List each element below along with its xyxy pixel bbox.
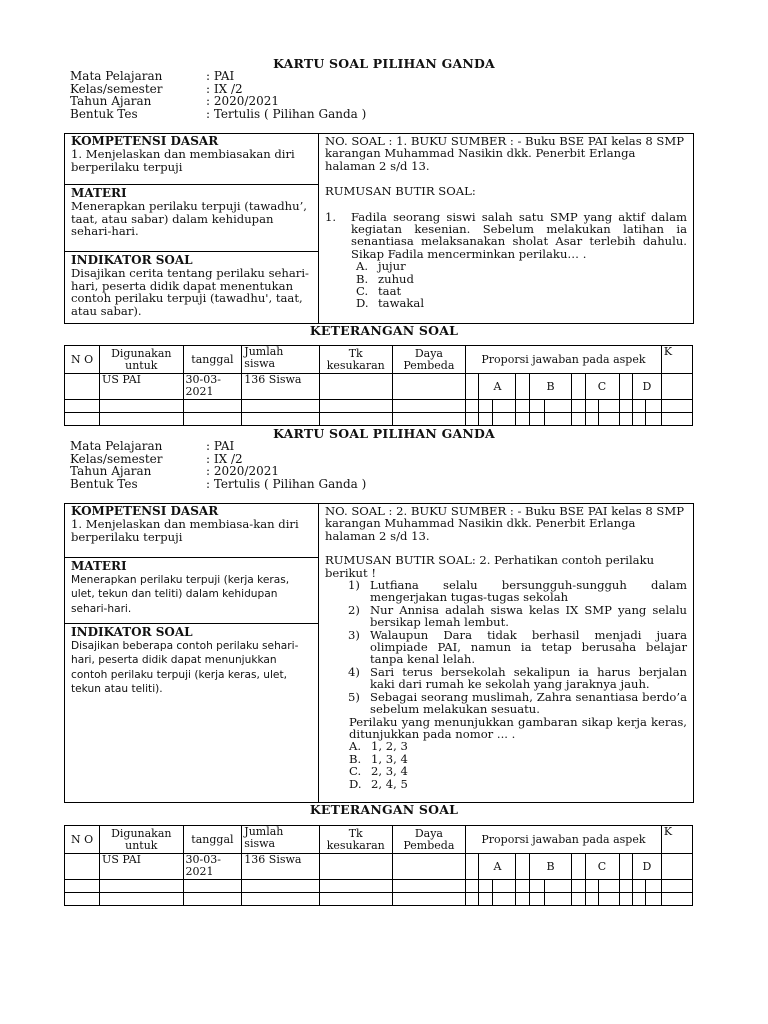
aspect-c: C	[585, 374, 619, 400]
materi-text: Menerapkan perilaku terpuji (tawadhu’, taat, atau sabar) dalam kehidupan sehari-hari.	[71, 198, 307, 239]
table-row	[65, 374, 693, 400]
materi-heading: MATERI	[71, 559, 127, 573]
col-header-k: K	[661, 826, 692, 854]
meta-value: : PAI	[206, 439, 235, 453]
question-number: 1.	[325, 209, 337, 224]
materi-section	[65, 187, 318, 238]
kompetensi-section	[65, 135, 318, 173]
option-a: A. 1, 2, 3	[349, 739, 408, 754]
card-1-keterangan-table	[64, 345, 693, 426]
indikator-heading: INDIKATOR SOAL	[71, 625, 193, 639]
card-2-keterangan-table	[64, 825, 693, 906]
aspect-b: B	[529, 374, 571, 400]
list-item: 2) Nur Annisa adalah siswa kelas IX SMP yang selalu bersikap lemah lembut.	[348, 602, 687, 630]
rumusan-heading: RUMUSAN BUTIR SOAL:	[325, 184, 476, 199]
col-header-daya: Daya Pembeda	[392, 346, 465, 374]
question	[325, 211, 687, 261]
option-b: B. 1, 3, 4	[349, 751, 408, 766]
card-2-question-panel	[318, 503, 694, 803]
materi-text: Menerapkan perilaku terpuji (kerja keras, ulet, tekun dan teliti) dalam kehidupan sehari-hari.	[71, 573, 290, 615]
list-item: 4) Sari terus bersekolah sekalipun ia harus berjalan kaki dari rumah ke sekolah yang jaraknya jauh.	[348, 664, 687, 692]
question-text: Fadila seorang siswi salah satu SMP yang aktif dalam kegiatan kesenian. Sebelum melakukan latihan ia senantiasa melaksanakan sholat Asar terlebih dahulu. Sikap Fadila mencerminkan perilaku… .	[351, 209, 687, 261]
col-header-tk: Tk kesukaran	[319, 826, 392, 854]
kompetensi-text: 1. Menjelaskan dan membiasakan diri berperilaku terpuji	[71, 146, 295, 174]
meta-value: : IX /2	[206, 81, 243, 96]
card-1-left-panel	[64, 133, 319, 324]
col-header-no: N O	[65, 826, 100, 854]
indikator-text: Disajikan cerita tentang perilaku sehari-hari, peserta didik dapat menentukan contoh perilaku terpuji (tawadhu', taat, atau sabar).	[71, 265, 309, 319]
list-item: 5) Sebagai seorang muslimah, Zahra senantiasa berdo’a sebelum melakukan sesuatu.	[348, 689, 687, 717]
meta-value: : Tertulis ( Pilihan Ganda )	[206, 476, 367, 491]
options-list	[349, 740, 687, 790]
meta-value: : Tertulis ( Pilihan Ganda )	[206, 106, 367, 121]
meta-value: : 2020/2021	[206, 464, 279, 478]
rumusan-heading: RUMUSAN BUTIR SOAL: 2. Perhatikan contoh perilaku berikut !	[325, 553, 655, 580]
meta-label: Mata Pelajaran	[70, 69, 163, 83]
table-row	[65, 893, 693, 906]
card-2-left-panel	[64, 503, 319, 803]
meta-label: Bentuk Tes	[70, 106, 138, 121]
card-1-question-panel	[318, 133, 694, 324]
meta-label: Mata Pelajaran	[70, 439, 163, 453]
table-row	[65, 400, 693, 413]
cell-digunakan: US PAI	[100, 854, 184, 880]
list-item: 1) Lutfiana selalu bersungguh-sungguh dalam mengerjakan tugas-tugas sekolah	[348, 578, 687, 605]
col-header-jumlah: Jumlah siswa	[242, 826, 319, 854]
col-header-proporsi: Proporsi jawaban pada aspek	[465, 826, 661, 854]
table-row	[65, 413, 693, 426]
meta-value: : IX /2	[206, 451, 243, 466]
col-header-jumlah: Jumlah siswa	[242, 346, 319, 374]
indikator-section	[65, 254, 318, 318]
option-c: C. taat	[356, 284, 402, 299]
card-1-title: KARTU SOAL PILIHAN GANDA	[273, 56, 495, 71]
cell-tanggal: 30-03-2021	[183, 374, 242, 400]
card-1-keterangan-title: KETERANGAN SOAL	[309, 323, 459, 338]
col-header-daya: Daya Pembeda	[392, 826, 465, 854]
meta-label: Kelas/semester	[70, 81, 163, 96]
col-header-tk: Tk kesukaran	[319, 346, 392, 374]
option-d: D. 2, 4, 5	[349, 776, 408, 791]
cell-jumlah: 136 Siswa	[242, 854, 319, 880]
col-header-tanggal: tanggal	[183, 346, 242, 374]
option-c: C. 2, 3, 4	[349, 764, 408, 779]
indikator-text: Disajikan beberapa contoh perilaku sehari-hari, peserta didik dapat menunjukkan contoh perilaku terpuji (kerja keras, ulet, tekun atau teliti).	[71, 639, 299, 696]
options-list	[356, 260, 687, 310]
card-1-meta	[70, 70, 366, 120]
cell-digunakan: US PAI	[100, 374, 184, 400]
meta-label: Kelas/semester	[70, 451, 163, 466]
aspect-b: B	[529, 854, 571, 880]
option-a: A. jujur	[356, 259, 406, 274]
kompetensi-text: 1. Menjelaskan dan membiasa-kan diri berperilaku terpuji	[71, 516, 299, 544]
indikator-heading: INDIKATOR SOAL	[71, 253, 193, 267]
col-header-k: K	[661, 346, 692, 374]
table-row	[65, 854, 693, 880]
col-header-digunakan: Digunakan untuk	[100, 826, 184, 854]
cell-tanggal: 30-03-2021	[183, 854, 242, 880]
cell-jumlah: 136 Siswa	[242, 374, 319, 400]
col-header-digunakan: Digunakan untuk	[100, 346, 184, 374]
meta-label: Tahun Ajaran	[70, 94, 152, 108]
card-2-keterangan-title: KETERANGAN SOAL	[309, 802, 459, 817]
statement-list	[348, 579, 687, 715]
materi-section	[65, 560, 318, 616]
materi-heading: MATERI	[71, 186, 127, 200]
no-soal: NO. SOAL : 1. BUKU SUMBER : - Buku BSE PAI kelas 8 SMP karangan Muhammad Nasikin dkk. Penerbit Erlanga halaman 2 s/d 13.	[325, 134, 685, 173]
option-d: D. tawakal	[356, 296, 425, 311]
question-text: Perilaku yang menunjukkan gambaran sikap kerja keras, ditunjukkan pada nomor ... .	[349, 714, 687, 741]
meta-value: : 2020/2021	[206, 94, 279, 108]
list-item: 3) Walaupun Dara tidak berhasil menjadi juara olimpiade PAI, namun ia tetap berusaha belajar tanpa kenal lelah.	[348, 627, 687, 667]
aspect-a: A	[479, 854, 516, 880]
card-2-meta	[70, 440, 366, 490]
kompetensi-section	[65, 505, 318, 543]
table-row	[65, 880, 693, 893]
option-b: B. zuhud	[356, 271, 414, 286]
kompetensi-heading: KOMPETENSI DASAR	[71, 504, 219, 518]
meta-value: : PAI	[206, 69, 235, 83]
meta-label: Tahun Ajaran	[70, 464, 152, 478]
col-header-no: N O	[65, 346, 100, 374]
aspect-c: C	[585, 854, 619, 880]
kompetensi-heading: KOMPETENSI DASAR	[71, 134, 219, 148]
card-2-title: KARTU SOAL PILIHAN GANDA	[273, 426, 495, 441]
col-header-proporsi: Proporsi jawaban pada aspek	[465, 346, 661, 374]
aspect-a: A	[479, 374, 516, 400]
indikator-section	[65, 626, 318, 696]
meta-label: Bentuk Tes	[70, 476, 138, 491]
aspect-d: D	[632, 374, 661, 400]
col-header-tanggal: tanggal	[183, 826, 242, 854]
aspect-d: D	[632, 854, 661, 880]
no-soal: NO. SOAL : 2. BUKU SUMBER : - Buku BSE PAI kelas 8 SMP karangan Muhammad Nasikin dkk. Penerbit Erlanga halaman 2 s/d 13.	[325, 504, 685, 543]
